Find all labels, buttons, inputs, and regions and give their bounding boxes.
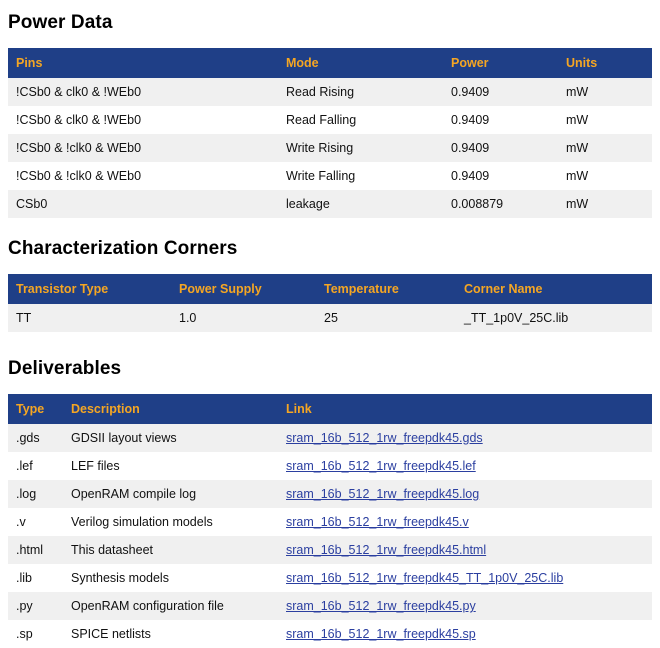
cell-power: 0.9409 xyxy=(443,106,558,134)
power-data-table xyxy=(8,48,652,218)
column-header-mode: Mode xyxy=(278,48,443,78)
table-row xyxy=(8,592,652,620)
cell-description: Verilog simulation models xyxy=(63,508,278,536)
column-header-power: Power xyxy=(443,48,558,78)
cell-mode: Read Rising xyxy=(278,78,443,106)
deliverables-title: Deliverables xyxy=(8,358,122,379)
table-header-row xyxy=(8,48,652,78)
column-header-transistor-type: Transistor Type xyxy=(8,274,171,304)
deliverables-table xyxy=(8,394,652,648)
table-row xyxy=(8,134,652,162)
cell-pins: !CSb0 & clk0 & !WEb0 xyxy=(8,78,278,106)
cell-mode: Write Falling xyxy=(278,162,443,190)
table-row xyxy=(8,78,652,106)
cell-type: .lib xyxy=(8,564,63,592)
table-row xyxy=(8,508,652,536)
cell-transistor-type: TT xyxy=(8,304,171,332)
cell-pins: !CSb0 & !clk0 & WEb0 xyxy=(8,162,278,190)
table-row xyxy=(8,190,652,218)
cell-mode: leakage xyxy=(278,190,443,218)
table-row xyxy=(8,480,652,508)
table-row xyxy=(8,162,652,190)
table-header-row xyxy=(8,274,652,304)
cell-description: OpenRAM compile log xyxy=(63,480,278,508)
deliverable-link[interactable]: sram_16b_512_1rw_freepdk45.py xyxy=(286,599,476,613)
cell-type: .html xyxy=(8,536,63,564)
cell-power: 0.9409 xyxy=(443,162,558,190)
cell-mode: Read Falling xyxy=(278,106,443,134)
table-row xyxy=(8,304,652,332)
deliverable-link[interactable]: sram_16b_512_1rw_freepdk45.lef xyxy=(286,459,476,473)
column-header-power-supply: Power Supply xyxy=(171,274,316,304)
cell-mode: Write Rising xyxy=(278,134,443,162)
cell-power-supply: 1.0 xyxy=(171,304,316,332)
cell-type: .gds xyxy=(8,424,63,452)
cell-power: 0.9409 xyxy=(443,134,558,162)
deliverable-link[interactable]: sram_16b_512_1rw_freepdk45.gds xyxy=(286,431,483,445)
column-header-temperature: Temperature xyxy=(316,274,456,304)
deliverable-link[interactable]: sram_16b_512_1rw_freepdk45.v xyxy=(286,515,469,529)
power-data-title: Power Data xyxy=(8,12,113,33)
table-header-row xyxy=(8,394,652,424)
cell-type: .lef xyxy=(8,452,63,480)
cell-power: 0.008879 xyxy=(443,190,558,218)
table-row xyxy=(8,564,652,592)
cell-units: mW xyxy=(558,190,652,218)
cell-type: .log xyxy=(8,480,63,508)
characterization-corners-title: Characterization Corners xyxy=(8,238,238,259)
deliverable-link[interactable]: sram_16b_512_1rw_freepdk45_TT_1p0V_25C.lib xyxy=(286,571,564,585)
cell-description: This datasheet xyxy=(63,536,278,564)
column-header-pins: Pins xyxy=(8,48,278,78)
column-header-description: Description xyxy=(63,394,278,424)
deliverable-link[interactable]: sram_16b_512_1rw_freepdk45.sp xyxy=(286,627,476,641)
cell-description: OpenRAM configuration file xyxy=(63,592,278,620)
column-header-units: Units xyxy=(558,48,652,78)
cell-description: SPICE netlists xyxy=(63,620,278,648)
cell-type: .sp xyxy=(8,620,63,648)
cell-units: mW xyxy=(558,106,652,134)
column-header-type: Type xyxy=(8,394,63,424)
cell-units: mW xyxy=(558,162,652,190)
deliverable-link[interactable]: sram_16b_512_1rw_freepdk45.html xyxy=(286,543,487,557)
table-row xyxy=(8,620,652,648)
cell-corner-name: _TT_1p0V_25C.lib xyxy=(456,304,652,332)
cell-description: GDSII layout views xyxy=(63,424,278,452)
cell-temperature: 25 xyxy=(316,304,456,332)
column-header-corner-name: Corner Name xyxy=(456,274,652,304)
cell-pins: CSb0 xyxy=(8,190,278,218)
cell-pins: !CSb0 & !clk0 & WEb0 xyxy=(8,134,278,162)
deliverable-link[interactable]: sram_16b_512_1rw_freepdk45.log xyxy=(286,487,480,501)
cell-type: .py xyxy=(8,592,63,620)
cell-units: mW xyxy=(558,134,652,162)
table-row xyxy=(8,424,652,452)
cell-pins: !CSb0 & clk0 & !WEb0 xyxy=(8,106,278,134)
cell-units: mW xyxy=(558,78,652,106)
cell-power: 0.9409 xyxy=(443,78,558,106)
cell-description: LEF files xyxy=(63,452,278,480)
cell-description: Synthesis models xyxy=(63,564,278,592)
cell-type: .v xyxy=(8,508,63,536)
table-row xyxy=(8,536,652,564)
table-row xyxy=(8,106,652,134)
characterization-corners-table xyxy=(8,274,652,332)
table-row xyxy=(8,452,652,480)
column-header-link: Link xyxy=(278,394,652,424)
